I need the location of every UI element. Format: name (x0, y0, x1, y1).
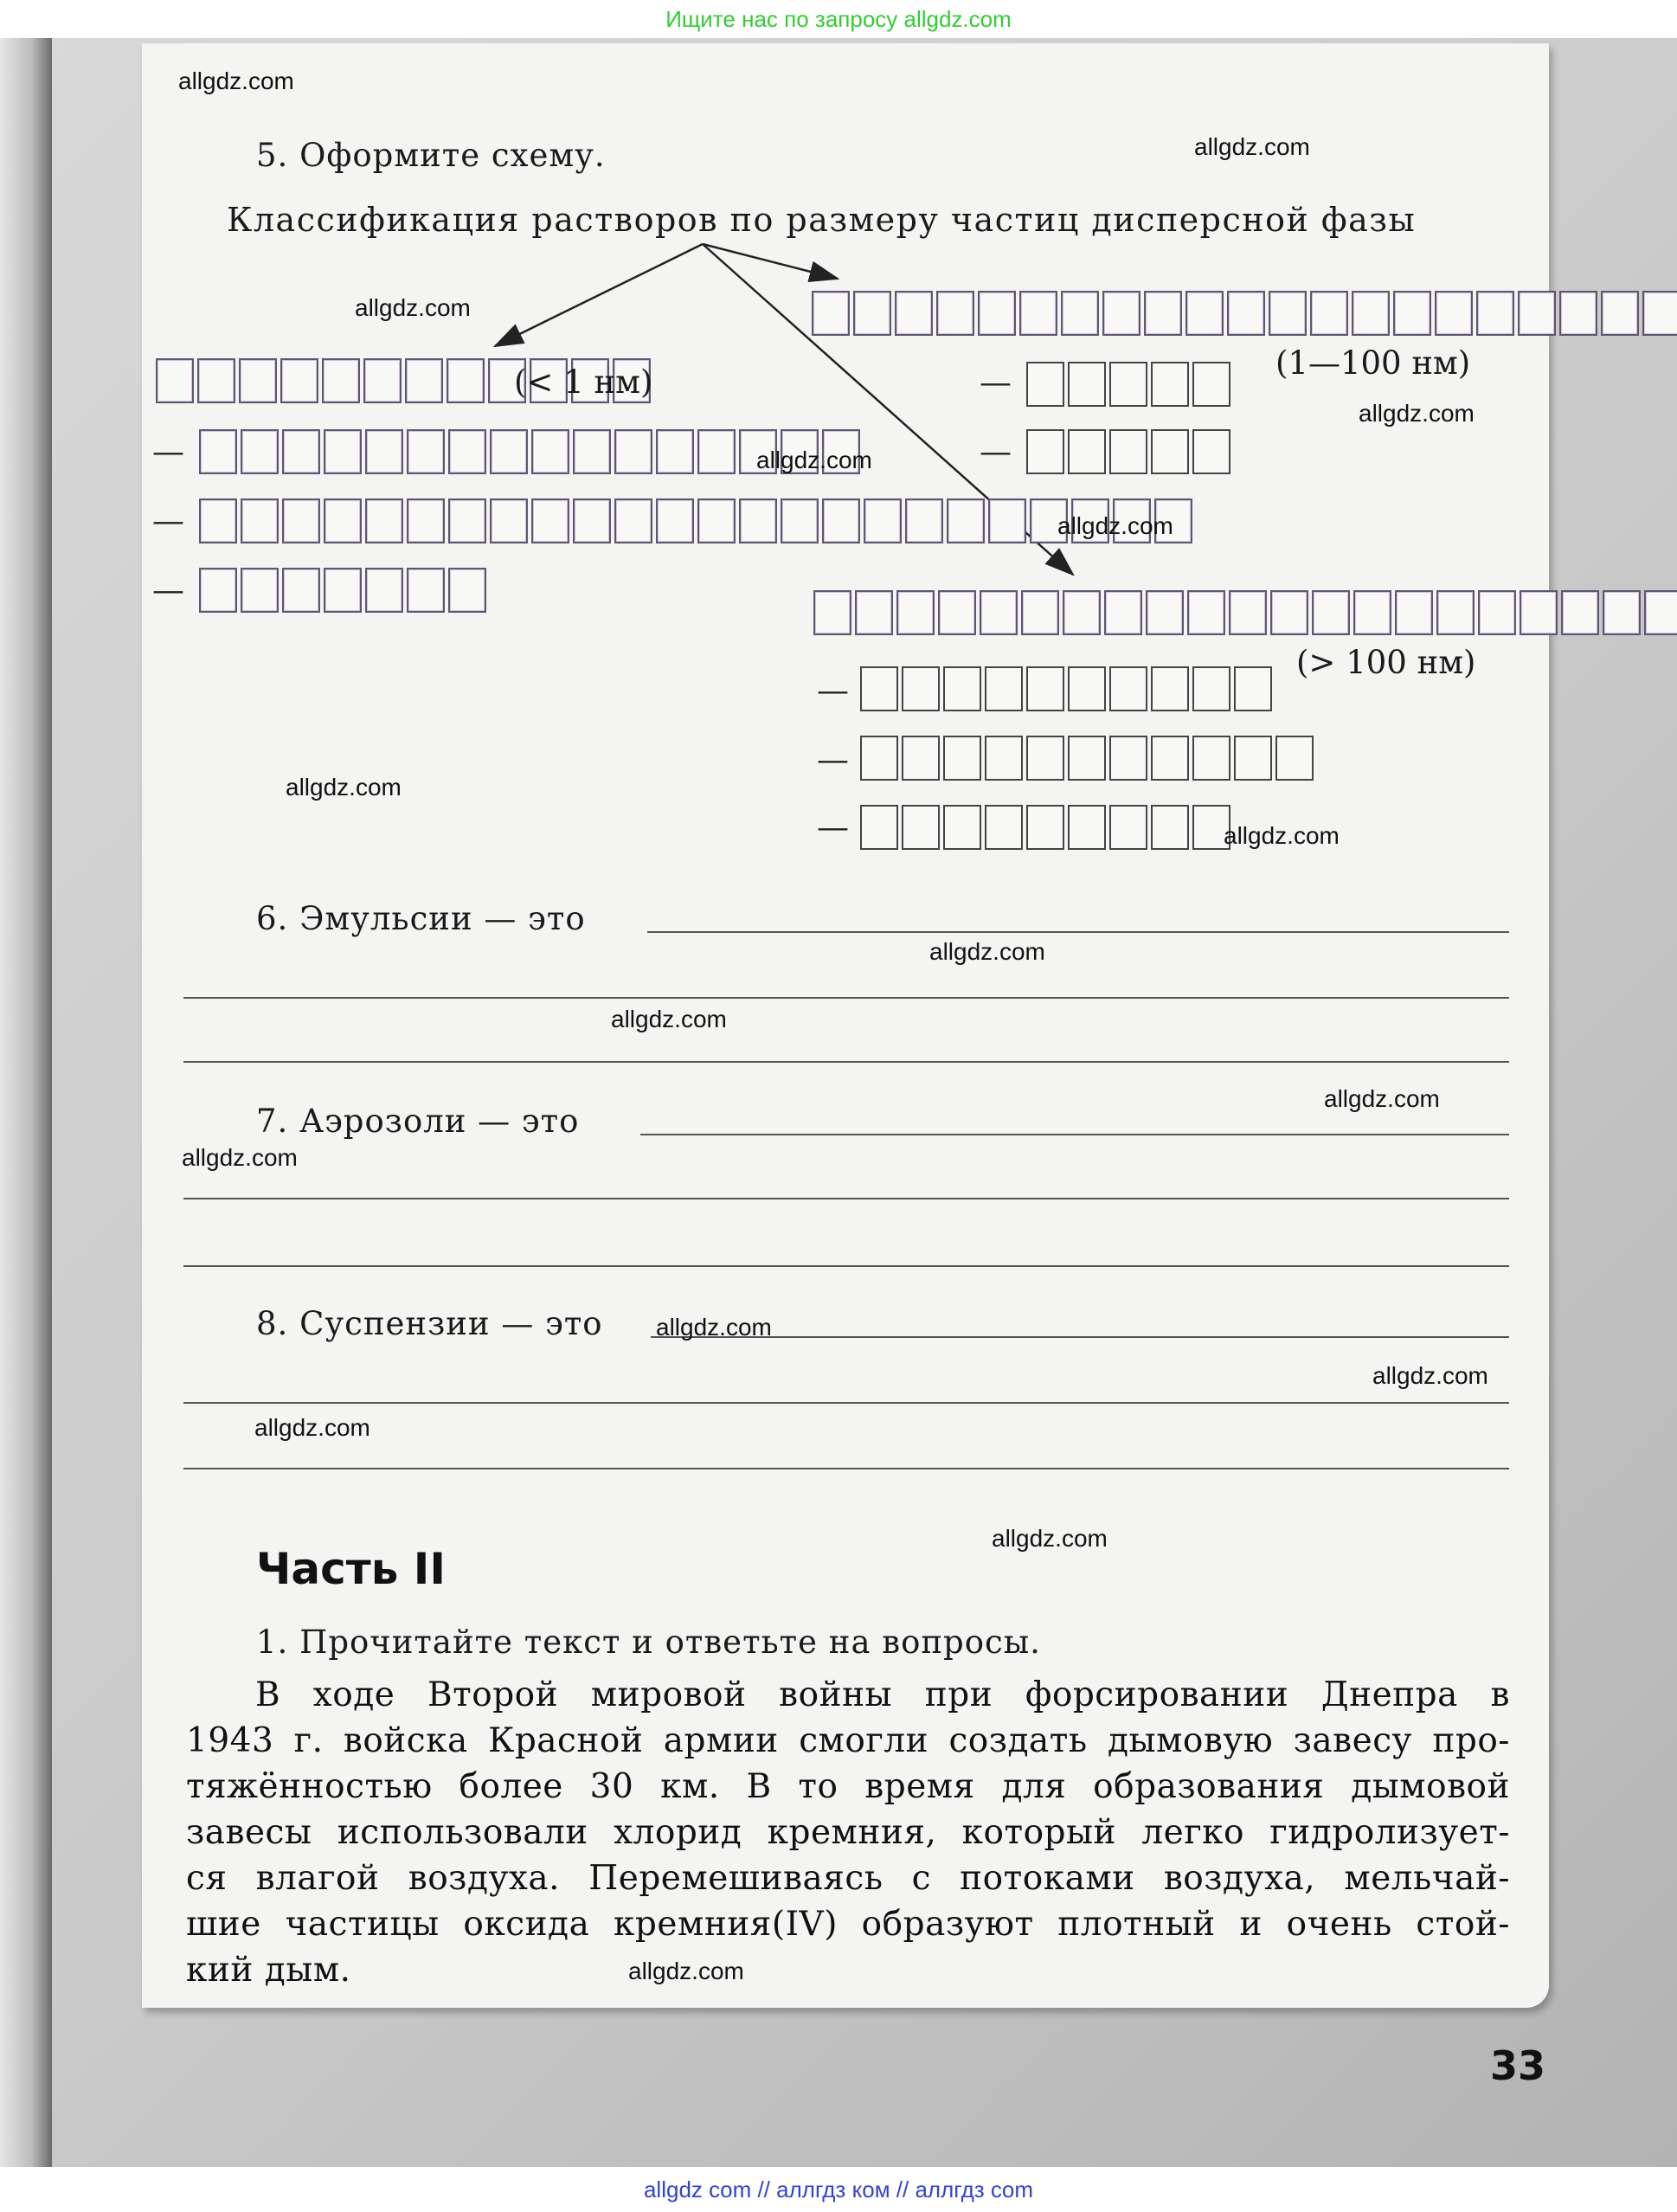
passage-line: тяжённостью более 30 км. В то время для образования дымовой (186, 1767, 1510, 1806)
dash: — (152, 502, 184, 539)
task5-title: 5. Оформите схему. (256, 137, 606, 174)
passage-line: В ходе Второй мировой войны при форсировании Днепра в (255, 1675, 1510, 1714)
right-bottom-item-2-boxes[interactable] (860, 736, 1317, 781)
watermark: allgdz.com (254, 1414, 370, 1441)
dash: — (817, 672, 849, 709)
left-item-2-boxes[interactable] (199, 498, 1196, 543)
answer-line[interactable] (183, 1402, 1509, 1404)
right-top-branch-range: (1—100 нм) (1275, 344, 1471, 382)
passage-line: 1943 г. войска Красной армии смогли создать дымовую завесу про- (186, 1721, 1510, 1760)
watermark: allgdz.com (1372, 1362, 1488, 1389)
right-bottom-item-3-boxes[interactable] (860, 805, 1234, 850)
answer-line[interactable] (651, 1336, 1509, 1338)
answer-line[interactable] (647, 931, 1509, 933)
dash: — (980, 433, 1012, 470)
left-branch-range: (< 1 нм) (514, 363, 653, 401)
task7-label: 7. Аэрозоли — это (256, 1103, 580, 1140)
right-bottom-item-1-boxes[interactable] (860, 666, 1275, 711)
watermark: allgdz.com (656, 1314, 772, 1341)
watermark: allgdz.com (1324, 1085, 1440, 1112)
right-bottom-branch-boxes[interactable] (813, 590, 1677, 635)
bottom-banner[interactable]: allgdz com // аллгдз ком // аллгдз com (0, 2167, 1677, 2212)
arrow-to-left-branch (495, 244, 703, 346)
passage-line: завесы использовали хлорид кремния, который легко гидролизует- (186, 1813, 1510, 1852)
dash: — (817, 741, 849, 778)
answer-line[interactable] (640, 1134, 1509, 1135)
dash: — (152, 433, 184, 470)
dash: — (817, 808, 849, 846)
answer-line[interactable] (183, 997, 1509, 999)
passage-line: ся влагой воздуха. Перемешиваясь с потоками воздуха, мельчай- (186, 1859, 1510, 1898)
part2-task1: 1. Прочитайте текст и ответьте на вопросы. (256, 1624, 1041, 1661)
watermark: allgdz.com (756, 447, 872, 473)
passage-line: шие частицы оксида кремния(IV) образуют плотный и очень стой- (186, 1905, 1510, 1944)
dash: — (980, 363, 1012, 401)
watermark: allgdz.com (1224, 822, 1340, 849)
watermark: allgdz.com (286, 774, 402, 801)
watermark: allgdz.com (992, 1525, 1108, 1552)
answer-line[interactable] (183, 1198, 1509, 1199)
reading-passage (186, 1672, 1510, 1993)
watermark: allgdz.com (355, 294, 471, 321)
answer-line[interactable] (183, 1265, 1509, 1267)
watermark: allgdz.com (611, 1006, 727, 1032)
left-item-3-boxes[interactable] (199, 568, 490, 613)
answer-line[interactable] (183, 1061, 1509, 1063)
watermark: allgdz.com (929, 938, 1045, 965)
task8-label: 8. Суспензии — это (256, 1305, 603, 1342)
right-top-item-1-boxes[interactable] (1026, 362, 1234, 407)
watermark: allgdz.com (1359, 400, 1475, 427)
part2-heading: Часть II (256, 1544, 446, 1594)
watermark: allgdz.com (1057, 512, 1173, 539)
watermark: allgdz.com (182, 1144, 298, 1171)
watermark: allgdz.com (178, 68, 294, 94)
task6-label: 6. Эмульсии — это (256, 900, 586, 937)
top-banner[interactable]: Ищите нас по запросу allgdz.com (665, 6, 1012, 32)
dash: — (152, 571, 184, 608)
page-number: 33 (1490, 2042, 1546, 2089)
answer-line[interactable] (183, 1468, 1509, 1469)
right-top-item-2-boxes[interactable] (1026, 429, 1234, 474)
scheme-title: Классификация растворов по размеру частиц дисперсной фазы (227, 201, 1417, 239)
watermark: allgdz.com (1194, 133, 1310, 160)
right-top-branch-boxes[interactable] (812, 291, 1677, 336)
right-bottom-branch-range: (> 100 нм) (1296, 644, 1476, 681)
watermark: allgdz.com (628, 1958, 744, 1984)
passage-line: кий дым. (186, 1951, 351, 1990)
